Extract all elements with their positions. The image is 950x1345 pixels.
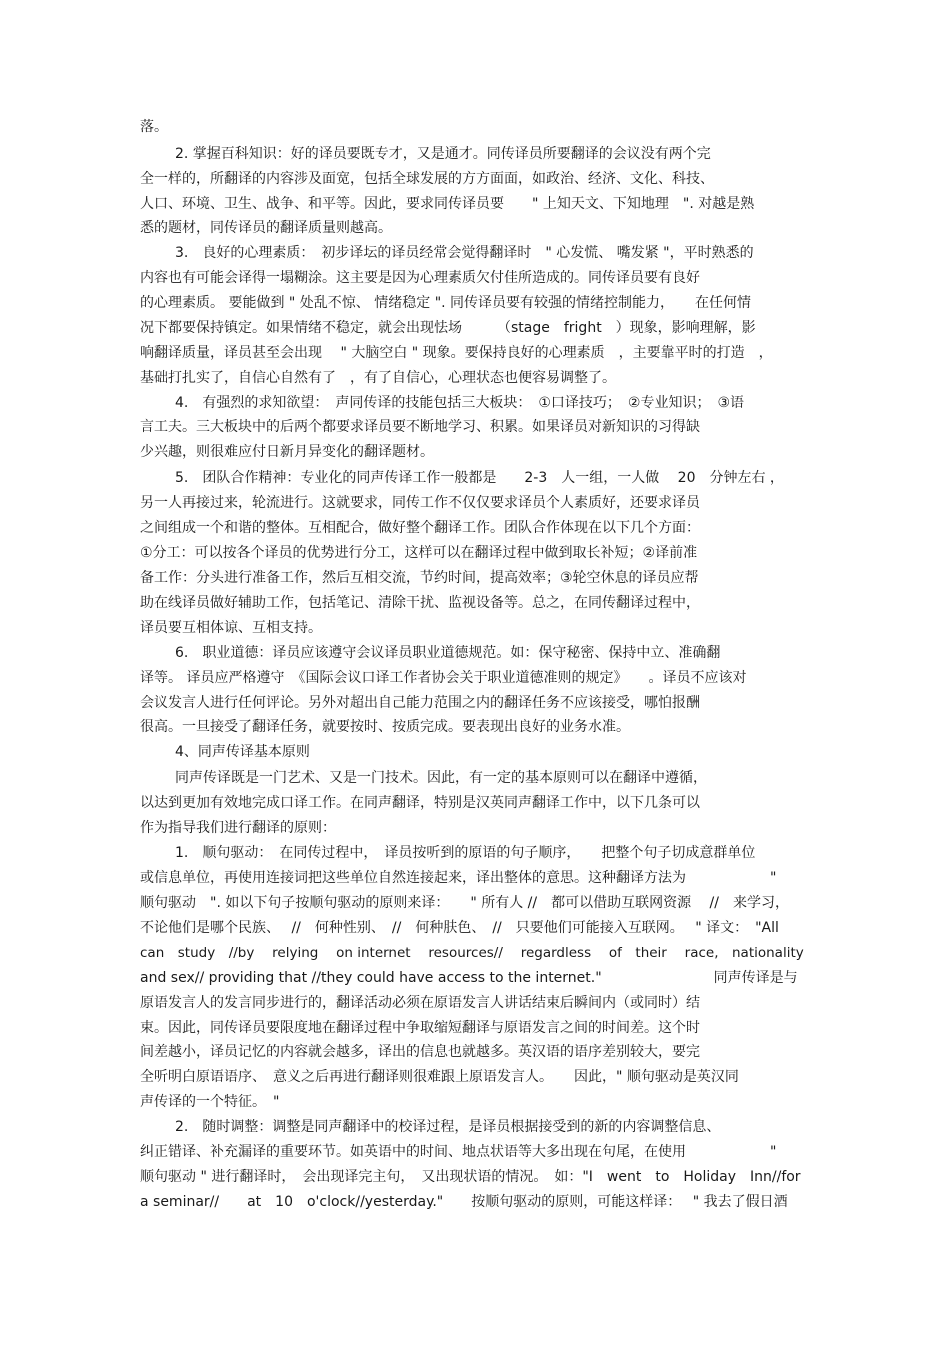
text-line: 助在线译员做好辅助工作，包括笔记、清除干扰、监视设备等。总之，在同传翻译过程中， xyxy=(140,595,700,611)
text-line: 顺句驱动 ". 如以下句子按顺句驱动的原则来译： " 所有人 // 都可以借助互联网资源 // 来学习， xyxy=(140,895,789,911)
text-line: 另一人再接过来，轮流进行。这就要求，同传工作不仅仅要求译员个人素质好，还要求译员 xyxy=(140,495,700,511)
text-line: 内容也有可能会译得一塌糊涂。这主要是因为心理素质欠付佳所造成的。同传译员要有良好 xyxy=(140,270,700,286)
text-line: and sex// providing that //they could have access to the internet." 同声传译是与 xyxy=(140,970,798,986)
text-line: 束。因此，同传译员要限度地在翻译过程中争取缩短翻译与原语发言之间的时间差。这个时 xyxy=(140,1020,700,1036)
text-line: 译员要互相体谅、互相支持。 xyxy=(140,620,322,636)
text-line: 之间组成一个和谐的整体。互相配合，做好整个翻译工作。团队合作体现在以下几个方面： xyxy=(140,520,700,536)
section-heading: 4、同声传译基本原则 xyxy=(175,744,310,760)
text-line: 不论他们是哪个民族、 // 何种性别、 // 何种肤色、 // 只要他们可能接入互联网。 " 译文： "All xyxy=(140,920,779,936)
text-line: ①分工：可以按各个译员的优势进行分工，这样可以在翻译过程中做到取长补短；②译前准 xyxy=(140,545,698,561)
text-line: 2. 掌握百科知识：好的译员要既专才，又是通才。同传译员所要翻译的会议没有两个完 xyxy=(175,146,711,162)
text-line: 落。 xyxy=(140,119,168,135)
text-line: 以达到更加有效地完成口译工作。在同声翻译，特别是汉英同声翻译工作中，以下几条可以 xyxy=(140,795,700,811)
text-line: 备工作：分头进行准备工作，然后互相交流，节约时间，提高效率；③轮空休息的译员应帮 xyxy=(140,570,699,586)
text-line: 同声传译既是一门艺术、又是一门技术。因此，有一定的基本原则可以在翻译中遵循， xyxy=(175,770,707,786)
text-line: 的心理素质。 要能做到 " 处乱不惊、 情绪稳定 ". 同传译员要有较强的情绪控制能力， 在任何情 xyxy=(140,295,752,311)
text-line: 6. 职业道德：译员应该遵守会议译员职业道德规范。如：保守秘密、保持中立、准确翻 xyxy=(175,645,721,661)
text-line: 少兴趣，则很难应付日新月异变化的翻译题材。 xyxy=(140,444,434,460)
text-line: 作为指导我们进行翻译的原则： xyxy=(140,820,336,836)
text-line: can study //by relying on internet resources// regardless of their race, nationality xyxy=(140,945,804,961)
text-line: 言工夫。三大板块中的后两个都要求译员要不断地学习、积累。如果译员对新知识的习得缺 xyxy=(140,419,700,435)
text-line: 全一样的，所翻译的内容涉及面宽，包括全球发展的方方面面，如政治、经济、文化、科技、 xyxy=(140,171,714,187)
text-line: 悉的题材，同传译员的翻译质量则越高。 xyxy=(140,220,392,236)
text-line: 译等。 译员应严格遵守 《国际会议口译工作者协会关于职业道德准则的规定》 。译员不应该对 xyxy=(140,670,747,686)
text-line: 很高。一旦接受了翻译任务，就要按时、按质完成。要表现出良好的业务水准。 xyxy=(140,719,630,735)
text-line: 会议发言人进行任何评论。另外对超出自己能力范围之内的翻译任务不应该接受，哪怕报酬 xyxy=(140,695,700,711)
text-line: a seminar// at 10 o'clock//yesterday." 按顺句驱动的原则，可能这样译： " 我去了假日酒 xyxy=(140,1194,788,1210)
text-line: 声传译的一个特征。 " xyxy=(140,1094,280,1110)
text-line: 间差越小，译员记忆的内容就会越多，译出的信息也就越多。英汉语的语序差别较大，要完 xyxy=(140,1044,700,1060)
text-line: 况下都要保持镇定。如果情绪不稳定，就会出现怯场 （stage fright ）现象，影响理解，影 xyxy=(140,320,756,336)
text-line: 全听明白原语语序、 意义之后再进行翻译则很难跟上原语发言人。 因此，" 顺句驱动是英汉同 xyxy=(140,1069,739,1085)
text-line: 响翻译质量，译员甚至会出现 " 大脑空白 " 现象。要保持良好的心理素质 ，主要靠平时的打造 ， xyxy=(140,345,773,361)
text-line: 5. 团队合作精神：专业化的同声传译工作一般都是 2-3 人一组，一人做 20 分钟左右 ， xyxy=(175,470,784,486)
text-line: 2. 随时调整：调整是同声翻译中的校译过程，是译员根据接受到的新的内容调整信息、 xyxy=(175,1119,721,1135)
text-line: 基础打扎实了，自信心自然有了 ，有了自信心，心理状态也便容易调整了。 xyxy=(140,370,616,386)
text-line: 3. 良好的心理素质： 初步译坛的译员经常会觉得翻译时 " 心发慌、 嘴发紧 "，平时熟悉的 xyxy=(175,245,754,261)
text-line: 1. 顺句驱动： 在同传过程中， 译员按听到的原语的句子顺序， 把整个句子切成意群单位 xyxy=(175,845,756,861)
text-line: 或信息单位，再使用连接词把这些单位自然连接起来，译出整体的意思。这种翻译方法为 " xyxy=(140,870,777,886)
text-line: 人口、环境、卫生、战争、和平等。因此，要求同传译员要 " 上知天文、下知地理 ". 对越是熟 xyxy=(140,196,755,212)
text-line: 纠正错译、补充漏译的重要环节。如英语中的时间、地点状语等大多出现在句尾，在使用 " xyxy=(140,1144,777,1160)
text-line: 顺句驱动 " 进行翻译时， 会出现译完主句， 又出现状语的情况。 如："I went to Holiday Inn//for xyxy=(140,1169,801,1185)
text-line: 原语发言人的发言同步进行的，翻译活动必须在原语发言人讲话结束后瞬间内（或同时）结 xyxy=(140,995,700,1011)
text-line: 4. 有强烈的求知欲望： 声同传译的技能包括三大板块： ①口译技巧； ②专业知识； ③语 xyxy=(175,395,745,411)
